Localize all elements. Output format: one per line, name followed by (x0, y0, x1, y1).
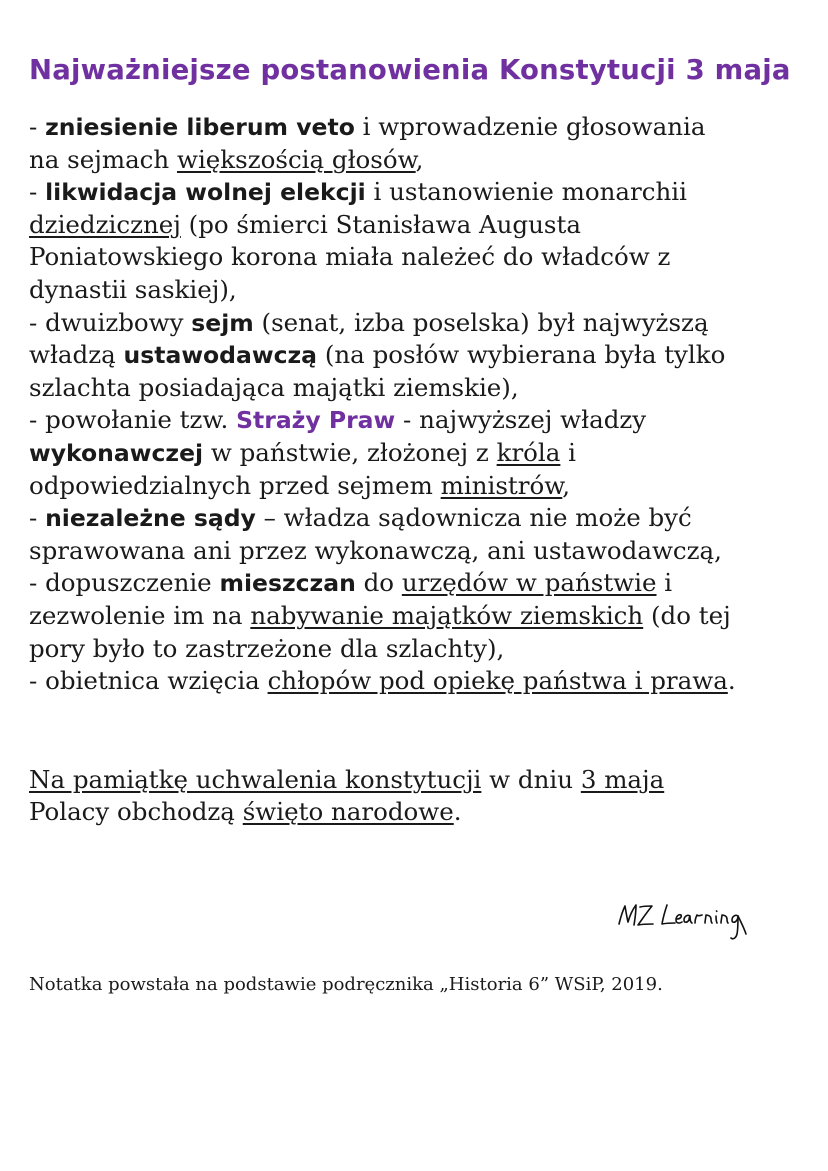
text-fragment: . (727, 666, 736, 696)
closing-paragraph (29, 764, 809, 829)
underlined-phrase: większością głosów (176, 144, 416, 174)
bold-phrase: zniesienie liberum veto (45, 113, 355, 141)
bold-phrase: ustawodawczą (123, 341, 318, 370)
text-fragment: - najwyższej władzy (395, 405, 647, 435)
text-fragment: władzą (29, 340, 124, 370)
underlined-phrase: ministrów (440, 470, 563, 500)
provision-line (29, 470, 809, 503)
page-title: Najważniejsze postanowienia Konstytucji 3 maja (29, 54, 791, 86)
provision-line (29, 437, 809, 470)
text-fragment: do (355, 568, 402, 598)
underlined-phrase: święto narodowe (242, 797, 454, 827)
text-fragment: i ustanowienie monarchii (365, 177, 687, 207)
text-fragment: i wprowadzenie głosowania (354, 112, 706, 141)
underlined-phrase: 3 maja (580, 764, 665, 794)
underlined-phrase: nabywanie majątków ziemskich (250, 600, 644, 630)
source-note: Notatka powstała na podstawie podręcznika „Historia 6” WSiP, 2019. (29, 974, 663, 995)
provision-line (29, 209, 809, 242)
text-fragment: - (29, 112, 46, 141)
text-fragment: , (415, 144, 424, 174)
text-fragment: (do tej (643, 600, 731, 630)
provision-line: sprawowana ani przez wykonawczą, ani ustawodawczą, (29, 535, 722, 565)
text-fragment: i (656, 568, 673, 598)
underlined-phrase: urzędów w państwie (401, 568, 657, 598)
provision-line (29, 144, 809, 177)
bold-phrase: niezależne sądy (45, 504, 256, 533)
text-fragment: (po śmierci Stanisława Augusta (180, 209, 581, 239)
underlined-phrase: dziedzicznej (29, 209, 181, 239)
provision-line (29, 339, 809, 372)
provisions-list (29, 111, 809, 698)
text-fragment: Polacy obchodzą (29, 797, 243, 827)
provision-line (29, 502, 809, 535)
text-fragment: (senat, izba poselska) był najwyższą (253, 307, 709, 337)
text-fragment: zezwolenie im na (29, 600, 251, 630)
provision-line: pory było to zastrzeżone dla szlachty), (29, 633, 505, 663)
text-fragment: w dniu (481, 764, 581, 794)
text-fragment: i (560, 437, 577, 467)
text-fragment: (na posłów wybierana była tylko (317, 340, 726, 370)
text-fragment: - (29, 177, 46, 207)
text-fragment: odpowiedzialnych przed sejmem (29, 470, 441, 500)
underlined-phrase: Na pamiątkę uchwalenia konstytucji (29, 764, 482, 794)
text-fragment: - (29, 503, 46, 533)
provision-line (29, 665, 809, 698)
accent-bold-phrase: Straży Praw (236, 406, 396, 435)
provision-line: Poniatowskiego korona miała należeć do władców z (29, 242, 671, 272)
provision-line (29, 111, 809, 144)
text-fragment: – władza sądownicza nie może być (255, 503, 692, 533)
signature-mz-learning (617, 898, 777, 944)
bold-phrase: mieszczan (219, 569, 356, 598)
text-fragment: na sejmach (29, 144, 177, 174)
text-fragment: , (562, 470, 571, 500)
provision-line: szlachta posiadająca majątki ziemskie), (29, 372, 519, 402)
closing-line (29, 764, 809, 797)
provision-line (29, 176, 809, 209)
bold-phrase: wykonawczej (29, 438, 204, 467)
text-fragment: - powołanie tzw. (29, 405, 237, 435)
bold-phrase: sejm (191, 308, 254, 337)
text-fragment: - dwuizbowy (29, 307, 192, 337)
provision-line (29, 600, 809, 633)
bold-phrase: likwidacja wolnej elekcji (45, 178, 366, 207)
provision-line: dynastii saskiej), (29, 274, 237, 304)
underlined-phrase: króla (496, 437, 561, 467)
provision-line (29, 307, 809, 340)
note-page (29, 52, 809, 829)
closing-line (29, 796, 809, 829)
text-fragment: - obietnica wzięcia (29, 666, 268, 696)
provision-line (29, 404, 809, 437)
text-fragment: . (453, 797, 462, 827)
text-fragment: w państwie, złożonej z (203, 437, 497, 467)
provision-line (29, 567, 809, 600)
text-fragment: - dopuszczenie (29, 568, 220, 598)
underlined-phrase: chłopów pod opiekę państwa i prawa (267, 666, 728, 696)
